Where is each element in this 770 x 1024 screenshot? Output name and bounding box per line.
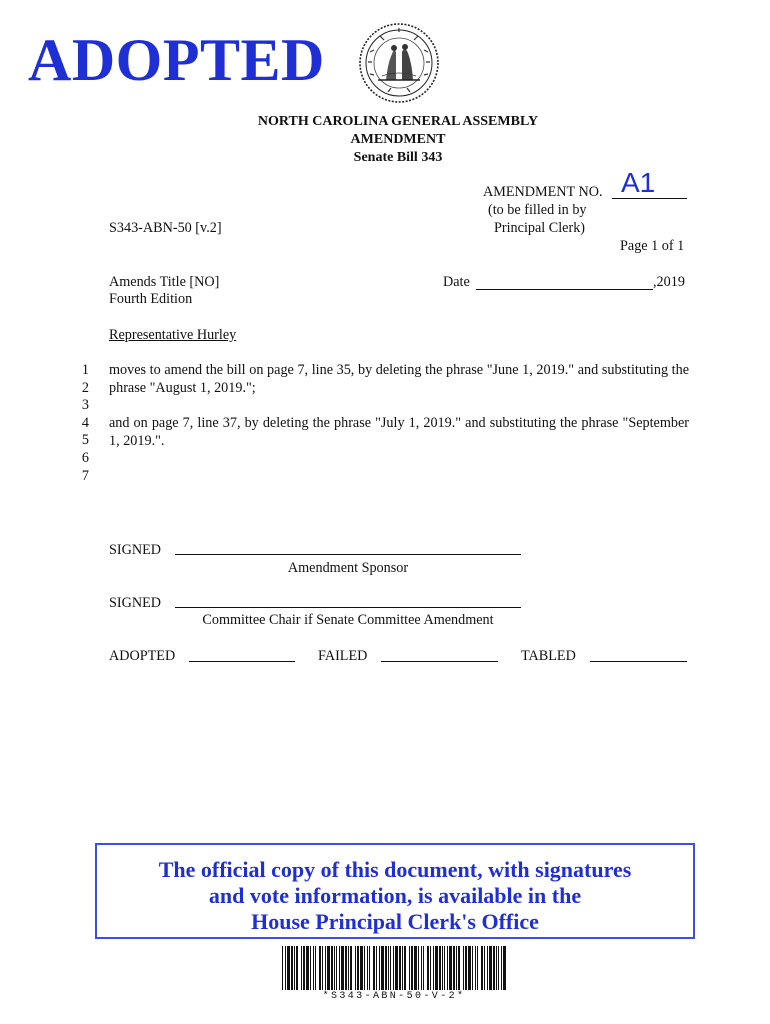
date-year: ,2019	[653, 274, 685, 290]
line-number: 4	[81, 414, 89, 431]
barcode-icon	[282, 946, 506, 990]
date-line	[476, 273, 653, 290]
line-numbers	[75, 362, 89, 485]
assembly-heading: NORTH CAROLINA GENERAL ASSEMBLY	[257, 114, 539, 129]
failed-label: FAILED	[318, 648, 368, 664]
chair-caption: Committee Chair if Senate Committee Amendment	[202, 612, 494, 628]
fill-note-line-2: Principal Clerk)	[494, 220, 586, 236]
amendment-number-label: AMENDMENT NO.	[483, 184, 603, 200]
nc-state-seal-icon	[358, 22, 440, 104]
line-number: 2	[81, 379, 89, 396]
bill-heading: Senate Bill 343	[353, 150, 443, 165]
document-id: S343-ABN-50 [v.2]	[109, 220, 222, 236]
amendment-number-line	[612, 169, 687, 199]
line-number: 5	[81, 432, 89, 449]
failed-line	[381, 646, 498, 662]
tabled-line	[590, 646, 687, 662]
barcode-text: *S343-ABN-50-V-2*	[322, 991, 466, 1002]
line-number: 1	[81, 362, 89, 378]
amendment-paragraph-2: and on page 7, line 37, by deleting the phrase "July 1, 2019." and substituting the phrase "September 1, 2019.".	[109, 415, 689, 449]
fill-note-line-1: (to be filled in by	[488, 202, 587, 218]
page-number: Page 1 of 1	[620, 238, 685, 254]
edition: Fourth Edition	[109, 291, 193, 307]
signed-label-sponsor: SIGNED	[109, 542, 162, 558]
adopted-label: ADOPTED	[109, 648, 176, 664]
sponsor-signature-line	[175, 539, 521, 555]
tabled-label: TABLED	[521, 648, 576, 664]
notice-line-1: The official copy of this document, with signatures	[158, 857, 632, 882]
adopted-line	[189, 646, 295, 662]
amendment-heading: AMENDMENT	[350, 132, 446, 147]
chair-signature-line	[175, 592, 521, 608]
amendment-number-value: A1	[621, 167, 656, 198]
notice-line-3: House Principal Clerk's Office	[251, 909, 539, 934]
line-number: 7	[81, 467, 89, 484]
line-number: 3	[81, 397, 89, 414]
sponsor-caption: Amendment Sponsor	[287, 560, 409, 576]
line-number: 6	[81, 449, 89, 466]
official-copy-notice	[95, 843, 695, 939]
amends-title: Amends Title [NO]	[109, 274, 220, 290]
date-label: Date	[443, 274, 470, 290]
signed-label-chair: SIGNED	[109, 595, 162, 611]
notice-line-2: and vote information, is available in the	[208, 883, 582, 908]
amendment-paragraph-1: moves to amend the bill on page 7, line 35, by deleting the phrase "June 1, 2019." and substituting the phrase "August 1, 2019.";	[109, 362, 689, 396]
adopted-stamp: ADOPTED	[28, 27, 325, 93]
sponsor-name: Representative Hurley	[109, 327, 237, 343]
